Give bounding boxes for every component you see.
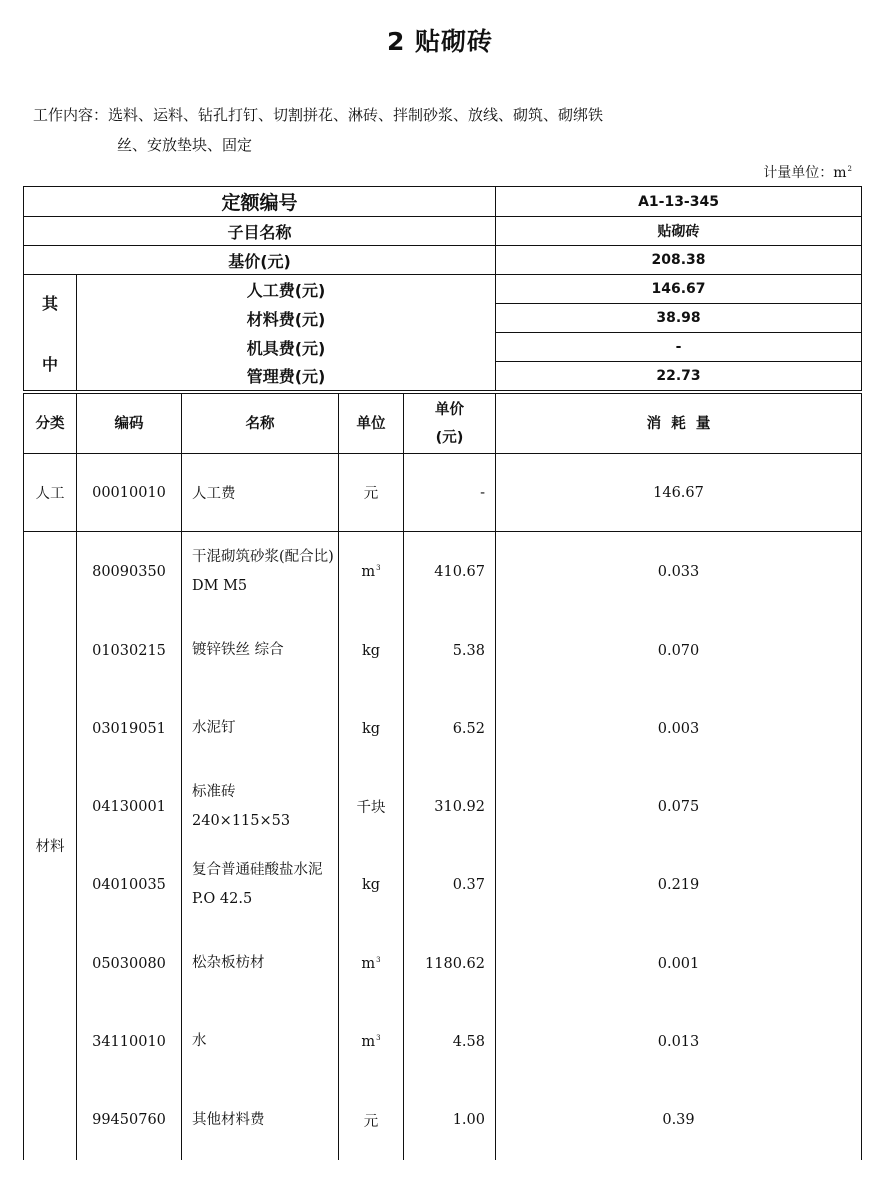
material-row	[24, 768, 862, 846]
material-name: 水泥钉	[182, 690, 339, 768]
material-name: 其他材料费	[182, 1081, 339, 1160]
material-unit-text: 千块	[356, 800, 386, 816]
col-header-price	[404, 394, 496, 454]
material-consumption: 0.013	[496, 1003, 862, 1081]
material-cost-value: 38.98	[496, 304, 862, 333]
measure-unit-label: 计量单位：m	[763, 165, 847, 181]
material-row	[24, 690, 862, 768]
material-code: 99450760	[77, 1081, 182, 1160]
labor-name: 人工费	[182, 454, 339, 532]
cost-group-label-2: 中	[41, 354, 58, 374]
labor-unit: 元	[339, 454, 404, 532]
quota-code-label: 定额编号	[24, 187, 496, 217]
material-unit-sup: 3	[376, 563, 381, 572]
quota-code-value: A1-13-345	[496, 187, 862, 217]
col-header-consumption: 消 耗 量	[496, 394, 862, 454]
col-header-category: 分类	[24, 394, 77, 454]
col-header-unit: 单位	[339, 394, 404, 454]
labor-price: -	[404, 454, 496, 532]
material-code: 03019051	[77, 690, 182, 768]
labor-code: 00010010	[77, 454, 182, 532]
material-name: 松杂板枋材	[182, 925, 339, 1003]
material-consumption: 0.033	[496, 532, 862, 612]
labor-cost-value: 146.67	[496, 275, 862, 304]
material-unit	[339, 768, 404, 846]
col-header-price-line2: (元)	[435, 429, 464, 446]
material-code: 34110010	[77, 1003, 182, 1081]
cost-group-label	[24, 275, 77, 391]
material-unit-sup: 3	[376, 1033, 381, 1042]
management-cost-label: 管理费(元)	[77, 362, 496, 391]
material-unit	[339, 1081, 404, 1160]
consumption-table	[23, 393, 862, 1160]
material-code: 80090350	[77, 532, 182, 612]
material-unit-text: m	[361, 955, 376, 972]
material-unit-text: kg	[361, 642, 381, 659]
material-price: 1.00	[404, 1081, 496, 1160]
management-cost-value: 22.73	[496, 362, 862, 391]
material-name: 复合普通硅酸盐水泥 P.O 42.5	[182, 846, 339, 925]
material-code: 04010035	[77, 846, 182, 925]
work-content-line1: 工作内容：选料、运料、钻孔打钉、切割拼花、淋砖、拌制砂浆、放线、砌筑、砌绑铁	[33, 106, 604, 124]
item-name-label: 子目名称	[24, 217, 496, 246]
material-price: 4.58	[404, 1003, 496, 1081]
material-row	[24, 925, 862, 1003]
material-consumption: 0.39	[496, 1081, 862, 1160]
base-price-value: 208.38	[496, 246, 862, 275]
measure-unit	[763, 162, 852, 182]
material-unit	[339, 846, 404, 925]
labor-consumption: 146.67	[496, 454, 862, 532]
material-unit	[339, 690, 404, 768]
material-unit-text: kg	[361, 720, 381, 737]
material-price: 6.52	[404, 690, 496, 768]
material-code: 04130001	[77, 768, 182, 846]
col-header-price-line1: 单价	[435, 401, 464, 418]
material-consumption: 0.075	[496, 768, 862, 846]
page-title: 2 贴砌砖	[386, 27, 494, 56]
material-price: 5.38	[404, 612, 496, 690]
col-header-name: 名称	[182, 394, 339, 454]
quota-header-table	[23, 186, 862, 391]
labor-row	[24, 454, 862, 532]
material-unit	[339, 532, 404, 612]
material-unit	[339, 925, 404, 1003]
material-cost-label: 材料费(元)	[77, 304, 496, 333]
cost-group-label-1: 其	[41, 293, 58, 313]
material-code: 05030080	[77, 925, 182, 1003]
material-unit-sup: 3	[376, 955, 381, 964]
machine-cost-value: -	[496, 333, 862, 362]
material-name: 水	[182, 1003, 339, 1081]
col-header-code: 编码	[77, 394, 182, 454]
work-content-line2: 丝、安放垫块、固定	[117, 136, 253, 154]
materials-category: 材料	[24, 532, 77, 1160]
material-row	[24, 846, 862, 925]
measure-unit-sup: 2	[847, 165, 852, 174]
material-row	[24, 612, 862, 690]
material-row	[24, 1003, 862, 1081]
material-price: 0.37	[404, 846, 496, 925]
material-price: 410.67	[404, 532, 496, 612]
material-consumption: 0.001	[496, 925, 862, 1003]
material-unit	[339, 1003, 404, 1081]
material-price: 1180.62	[404, 925, 496, 1003]
material-unit-text: m	[361, 1033, 376, 1050]
base-price-label: 基价(元)	[24, 246, 496, 275]
material-name: 镀锌铁丝 综合	[182, 612, 339, 690]
material-row	[24, 532, 862, 612]
material-code: 01030215	[77, 612, 182, 690]
material-name: 干混砌筑砂浆(配合比) DM M5	[182, 532, 339, 612]
material-name: 标准砖 240×115×53	[182, 768, 339, 846]
material-unit-text: kg	[361, 877, 381, 893]
machine-cost-label: 机具费(元)	[77, 333, 496, 362]
item-name-value: 贴砌砖	[496, 217, 862, 246]
material-unit-text: m	[361, 563, 376, 580]
material-price: 310.92	[404, 768, 496, 846]
material-consumption: 0.070	[496, 612, 862, 690]
material-consumption: 0.003	[496, 690, 862, 768]
material-consumption: 0.219	[496, 846, 862, 925]
material-unit-text: 元	[363, 1113, 379, 1130]
material-row	[24, 1081, 862, 1160]
labor-category: 人工	[24, 454, 77, 532]
labor-cost-label: 人工费(元)	[77, 275, 496, 304]
material-unit	[339, 612, 404, 690]
